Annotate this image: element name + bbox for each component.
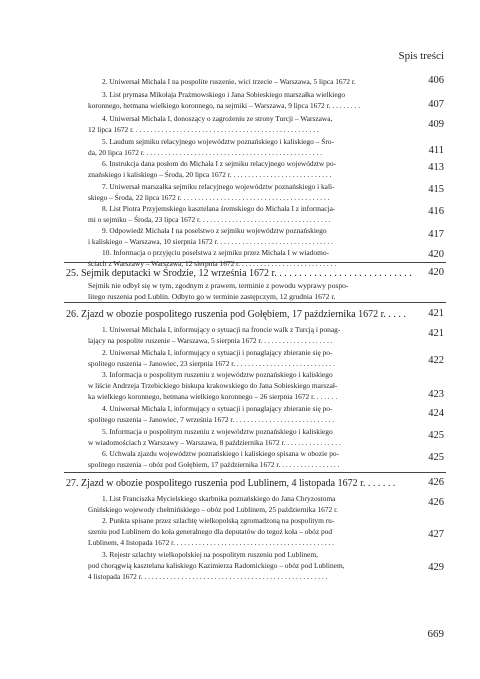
section-note: Sejmik nie odbył się w tym, zgodnym z prawem, terminie z powodu wyprawy pospo- [88, 281, 349, 290]
entry-line: pod chorągwią kasztelana kaliskiego Kazimierza Radomickiego – obóz pod Lublinem, [88, 561, 345, 570]
entry-line: Lublinem, 4 listopada 1672 r. . . . . . . . . . . . . . . . . . . . . . . . . . . . . . . . . . . . . . . . . . . . [88, 538, 334, 547]
entry-line: 9. Odpowiedź Michała I na poselstwo z sejmiku województw poznańskiego [102, 226, 327, 235]
entry-page-number: 422 [428, 355, 444, 366]
section-page-number: 420 [428, 267, 444, 278]
entry-line: w wiadomościach z Warszawy – Warszawa, 8 października 1672 r. . . . . . . . . . . . . . . . [88, 438, 341, 447]
entry-page-number: 427 [428, 529, 444, 540]
entry-line: 3. Informacja o pospolitym ruszeniu z województw poznańskiego i kaliskiego [102, 370, 333, 379]
entry-page-number: 416 [428, 206, 444, 217]
section-note: litego ruszenia pod Lublin. Odbyto go w terminie zastępczym, 12 grudnia 1672 r. [88, 292, 336, 301]
entry-line: 4. Uniwersał Michała I, informujący o sytuacji i ponaglający zbieranie się po- [102, 404, 333, 413]
entry-line: 7. Uniwersał marszałka sejmiku relacyjnego województw poznańskiego i kali- [102, 182, 335, 191]
entry-line: skiego – Środa, 22 lipca 1672 r. . . . . . . . . . . . . . . . . . . . . . . . . . . . . . . . . . . . . . . . . [88, 193, 330, 202]
entry-line: ściach z Warszawy – Warszawa, 12 sierpnia 1672 r. . . . . . . . . . . . . . . . . . . . . . . . . . . [88, 259, 337, 268]
entry-page-number: 420 [428, 249, 444, 260]
entry-line: 10. Informacja o przyjęciu poselstwa z sejmiku przez Michała I w wiadomo- [102, 248, 329, 257]
entry-line: lający na pospolite ruszenie – Warszawa, 5 sierpnia 1672 r. . . . . . . . . . . . . . . . . . . . [88, 336, 333, 345]
entry-page-number: 409 [428, 119, 444, 130]
page-number: 669 [427, 628, 444, 640]
entry-page-number: 425 [428, 430, 444, 441]
entry-line: 3. Rejestr szlachty wielkopolskiej na pospolitym ruszeniu pod Lublinem, [102, 550, 318, 559]
section-divider [64, 302, 446, 303]
entry-line: 5. Informacja o pospolitym ruszeniu z województw poznańskiego i kaliskiego [102, 427, 333, 436]
entry-line: ka wielkiego koronnego, hetmana wielkiego koronnego – 26 sierpnia 1672 r. . . . . . . [88, 392, 338, 401]
entry-line: 5. Laudum sejmiku relacyjnego województw poznańskiego i kaliskiego – Śro- [102, 137, 334, 146]
entry-page-number: 406 [428, 75, 444, 86]
entry-line: koronnego, hetmana wielkiego koronnego, na sejmiki – Warszawa, 9 lipca 1672 r. . . . . . . . . [88, 101, 361, 110]
entry-line: i kaliskiego – Warszawa, 10 sierpnia 1672 r. . . . . . . . . . . . . . . . . . . . . . . . . . . . . . . . [88, 237, 333, 246]
entry-line: spolitego ruszenia – Janowiec, 7 września 1672 r. . . . . . . . . . . . . . . . . . . . . . . . . . . . [88, 415, 335, 424]
running-head: Spis treści [398, 50, 444, 62]
entry-page-number: 411 [428, 145, 444, 156]
section-heading: 25. Sejmik deputacki w Środzie, 12 września 1672 r. . . . . . . . . . . . . . . . . . . . . . . . . . . . [66, 268, 412, 279]
entry-line: szeniu pod Lublinem do koła generalnego dla deputatów do tegoż koła – obóz pod [88, 527, 333, 536]
entry-page-number: 417 [428, 229, 444, 240]
entry-line: w liście Andrzeja Trzebickiego biskupa krakowskiego do Jana Sobieskiego marszał- [88, 381, 338, 390]
entry-page-number: 423 [428, 389, 444, 400]
section-heading: 27. Zjazd w obozie pospolitego ruszenia pod Lublinem, 4 listopada 1672 r. . . . . . . [66, 478, 396, 489]
entry-line: Gnińskiego wojewody chełmińskiego – obóz pod Lublinem, 25 października 1672 r. [88, 505, 338, 514]
entry-line: 4. Uniwersał Michała I, donoszący o zagrożeniu ze strony Turcji – Warszawa, [102, 114, 333, 123]
section-page-number: 421 [428, 308, 444, 319]
entry-line: 1. List Franciszka Mycielskiego skarbnika poznańskiego do Jana Chryzostoma [102, 494, 336, 503]
entry-line: 2. Uniwersał Michała I, informujący o sytuacji i ponaglający zbieranie się po- [102, 348, 333, 357]
entry-line: znańskiego i kaliskiego – Środa, 20 lipca 1672 r. . . . . . . . . . . . . . . . . . . . . . . . . . . . [88, 170, 332, 179]
section-page-number: 426 [428, 477, 444, 488]
entry-page-number: 426 [428, 497, 444, 508]
entry-line: 6. Instrukcja dana posłom do Michała I z sejmiku relacyjnego województw po- [102, 159, 336, 168]
entry-line: mi o sejmiku – Środa, 23 lipca 1672 r. . . . . . . . . . . . . . . . . . . . . . . . . . . . . . . . . . . . [88, 215, 331, 224]
entry-line: 4 listopada 1672 r. . . . . . . . . . . . . . . . . . . . . . . . . . . . . . . . . . . . . . . . . . . . . . . . . . . [88, 572, 328, 581]
section-heading: 26. Zjazd w obozie pospolitego ruszenia pod Gołębiem, 17 października 1672 r. . . . . [66, 309, 406, 320]
entry-line: 12 lipca 1672 r. . . . . . . . . . . . . . . . . . . . . . . . . . . . . . . . . . . . . . . . . . . . . . . . . . . [88, 125, 319, 134]
entry-line: 6. Uchwała zjazdu województw poznańskiego i kaliskiego spisana w obozie po- [102, 449, 340, 458]
entry-page-number: 424 [428, 408, 444, 419]
entry-line: da, 20 lipca 1672 r. . . . . . . . . . . . . . . . . . . . . . . . . . . . . . . . . . . . . . . . . . . . . . . . . [88, 148, 323, 157]
entry-line: 2. Punkta spisane przez szlachtę wielkopolską zgromadzoną na pospolitym ru- [102, 516, 335, 525]
entry-line: spolitego ruszenia – Janowiec, 23 sierpnia 1672 r. . . . . . . . . . . . . . . . . . . . . . . . . . . . [88, 359, 335, 368]
entry-page-number: 415 [428, 184, 444, 195]
entry-page-number: 407 [428, 99, 444, 110]
entry-page-number: 413 [428, 162, 444, 173]
entry-line: 2. Uniwersał Michała I na pospolite ruszenie, wici trzecie – Warszawa, 5 lipca 1672 r. [102, 77, 356, 86]
section-divider [64, 262, 446, 263]
entry-page-number: 425 [428, 452, 444, 463]
entry-page-number: 421 [428, 328, 444, 339]
entry-line: 3. List prymasa Mikołaja Prażmowskiego i Jana Sobieskiego marszałka wielkiego [102, 90, 346, 99]
section-divider [64, 472, 446, 473]
entry-line: 8. List Piotra Przyjemskiego kasztelana śremskiego do Michała I z informacja- [102, 204, 336, 213]
entry-page-number: 429 [428, 562, 444, 573]
entry-line: 1. Uniwersał Michała I, informujący o sytuacji na froncie walk z Turcją i ponag- [102, 325, 341, 334]
entry-line: spolitego ruszenia – obóz pod Gołębiem, 17 października 1672 r. . . . . . . . . . . . . . . . . [88, 460, 340, 469]
